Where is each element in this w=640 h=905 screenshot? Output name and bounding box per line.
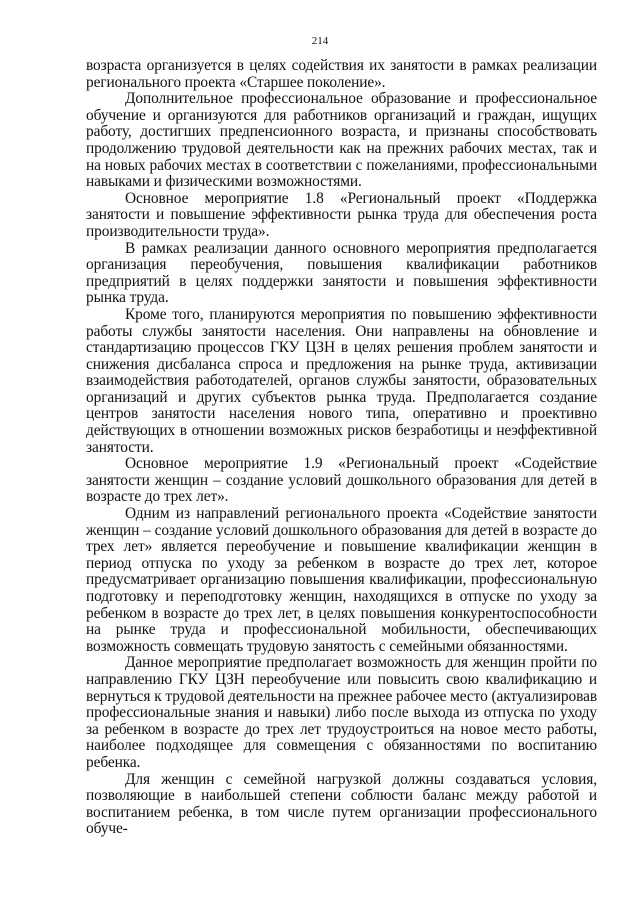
paragraph-measure-1-8-description: В рамках реализации данного основного мероприятия предполагается организация переобучения, повышения квалификации работников предприятий в целях поддержки занятости и повышения эффективности рынка труда.	[86, 239, 597, 307]
body-text	[86, 58, 597, 838]
paragraph-continuation: возраста организуется в целях содействия их занятости в рамках реализации регионального проекта «Старшее поколение».	[86, 57, 597, 91]
paragraph-employment-service: Кроме того, планируются мероприятия по повышению эффективности работы службы занятости населения. Они направлены на обновление и стандартизацию процессов ГКУ ЦЗН в целях решения проблем занятости и снижения дисбаланса спроса и предложения на рынке труда, активизации взаимодействия работодателей, органов службы занятости, образовательных организаций и других субъектов рынка труда. Предполагается создание центров занятости населения нового типа, оперативно и проективно действующих в отношении возможных рисков безработицы и неэффективной занятости.	[86, 305, 597, 456]
paragraph-women-retraining: Данное мероприятие предполагает возможность для женщин пройти по направлению ГКУ ЦЗН переобучение или повысить свою квалификацию и вернуться к трудовой деятельности на прежнее рабочее место (актуализировав профессиональные знания и навыки) либо после выхода из отпуска по уходу за ребенком в возрасте до трех лет трудоустроиться на новое место работы, наиболее подходящее для совмещения с обязанностями по воспитанию ребенка.	[86, 654, 597, 771]
paragraph-measure-1-8-title: Основное мероприятие 1.8 «Региональный проект «Поддержка занятости и повышение эффективности рынка труда для обеспечения роста производительности труда».	[86, 189, 597, 240]
paragraph-measure-1-9-title: Основное мероприятие 1.9 «Региональный проект «Содействие занятости женщин – создание условий дошкольного образования для детей в возрасте до трех лет».	[86, 455, 597, 506]
paragraph-measure-1-9-direction: Одним из направлений регионального проекта «Содействие занятости женщин – создание условий дошкольного образования для детей в возрасте до трех лет» является переобучение и повышение квалификации женщин в период отпуска по уходу за ребенком в возрасте до трех лет, которое предусматривает организацию повышения квалификации, профессиональную подготовку и переподготовку женщин, находящихся в отпуске по уходу за ребенком в возрасте до трех лет, в целях повышения конкурентоспособности на рынке труда и профессиональной мобильности, обеспечивающих возможность совмещать трудовую занятость с семейными обязанностями.	[86, 505, 597, 655]
paragraph-family-conditions: Для женщин с семейной нагрузкой должны создаваться условия, позволяющие в наибольшей степени соблюсти баланс между работой и воспитанием ребенка, в том числе путем организации профессионального обуче-	[86, 770, 597, 838]
page-number: 214	[311, 35, 329, 47]
paragraph-additional-education: Дополнительное профессиональное образование и профессиональное обучение и организуются для работников организаций и граждан, ищущих работу, достигших предпенсионного возраста, и признаны способствовать продолжению трудовой деятельности как на прежних рабочих местах, так и на новых рабочих местах в соответствии с пожеланиями, профессиональными навыками и физическими возможностями.	[86, 90, 597, 191]
